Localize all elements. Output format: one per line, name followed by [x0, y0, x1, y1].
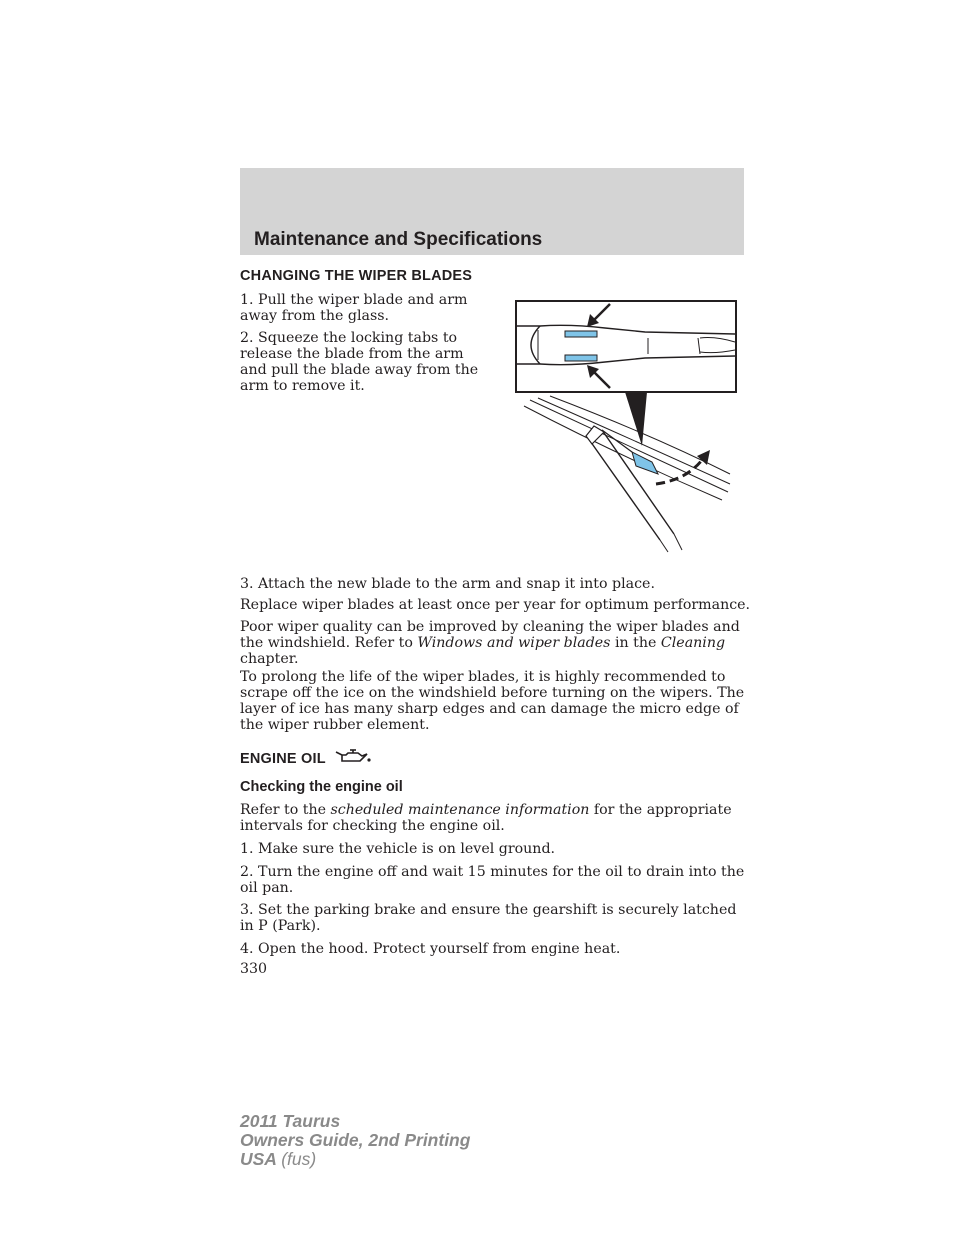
engine-oil-heading: ENGINE OIL: [240, 747, 368, 767]
wiper-blade-illustration: [510, 296, 742, 554]
wiper-replace-note: Replace wiper blades at least once per year for optimum performance.: [240, 597, 751, 613]
page-number: 330: [240, 961, 268, 977]
footer-model: 2011 Taurus: [240, 1111, 341, 1131]
oil-refer-note: Refer to the scheduled maintenance information for the appropriate intervals for checking the engine oil.: [240, 802, 732, 834]
footer-guide: Owners Guide, 2nd Printing: [240, 1130, 471, 1150]
checking-oil-subheading: Checking the engine oil: [240, 779, 403, 795]
document-footer: [240, 1112, 470, 1169]
section-header-band: [240, 168, 744, 255]
wiper-step-3: 3. Attach the new blade to the arm and snap it into place.: [240, 576, 655, 592]
wiper-quality-note: Poor wiper quality can be improved by cleaning the wiper blades and the windshield. Refer to Windows and wiper blades in the Cleaning chapter.: [240, 619, 740, 667]
wiper-step-2: 2. Squeeze the locking tabs to release the blade from the arm and pull the blade away from the arm to remove it.: [240, 330, 479, 394]
section-title: Maintenance and Specifications: [254, 229, 543, 250]
oil-can-icon: [334, 749, 372, 765]
oil-step-2: 2. Turn the engine off and wait 15 minutes for the oil to drain into the oil pan.: [240, 864, 745, 896]
wiper-step-1: 1. Pull the wiper blade and arm away from the glass.: [240, 292, 468, 324]
wiper-heading: CHANGING THE WIPER BLADES: [240, 268, 473, 284]
windows-wiper-reference: Windows and wiper blades: [417, 635, 611, 651]
oil-step-3: 3. Set the parking brake and ensure the gearshift is securely latched in P (Park).: [240, 902, 737, 934]
cleaning-chapter-reference: Cleaning: [660, 635, 726, 651]
oil-step-4: 4. Open the hood. Protect yourself from engine heat.: [240, 941, 621, 957]
oil-step-1: 1. Make sure the vehicle is on level ground.: [240, 841, 556, 857]
wiper-ice-note: To prolong the life of the wiper blades, it is highly recommended to scrape off the ice on the windshield before turning on the wipers. The layer of ice has many sharp edges and can damage the micro edge of the wiper rubber element.: [240, 669, 745, 733]
maintenance-info-reference: scheduled maintenance information: [330, 802, 590, 818]
footer-market: USA (fus): [240, 1149, 317, 1169]
